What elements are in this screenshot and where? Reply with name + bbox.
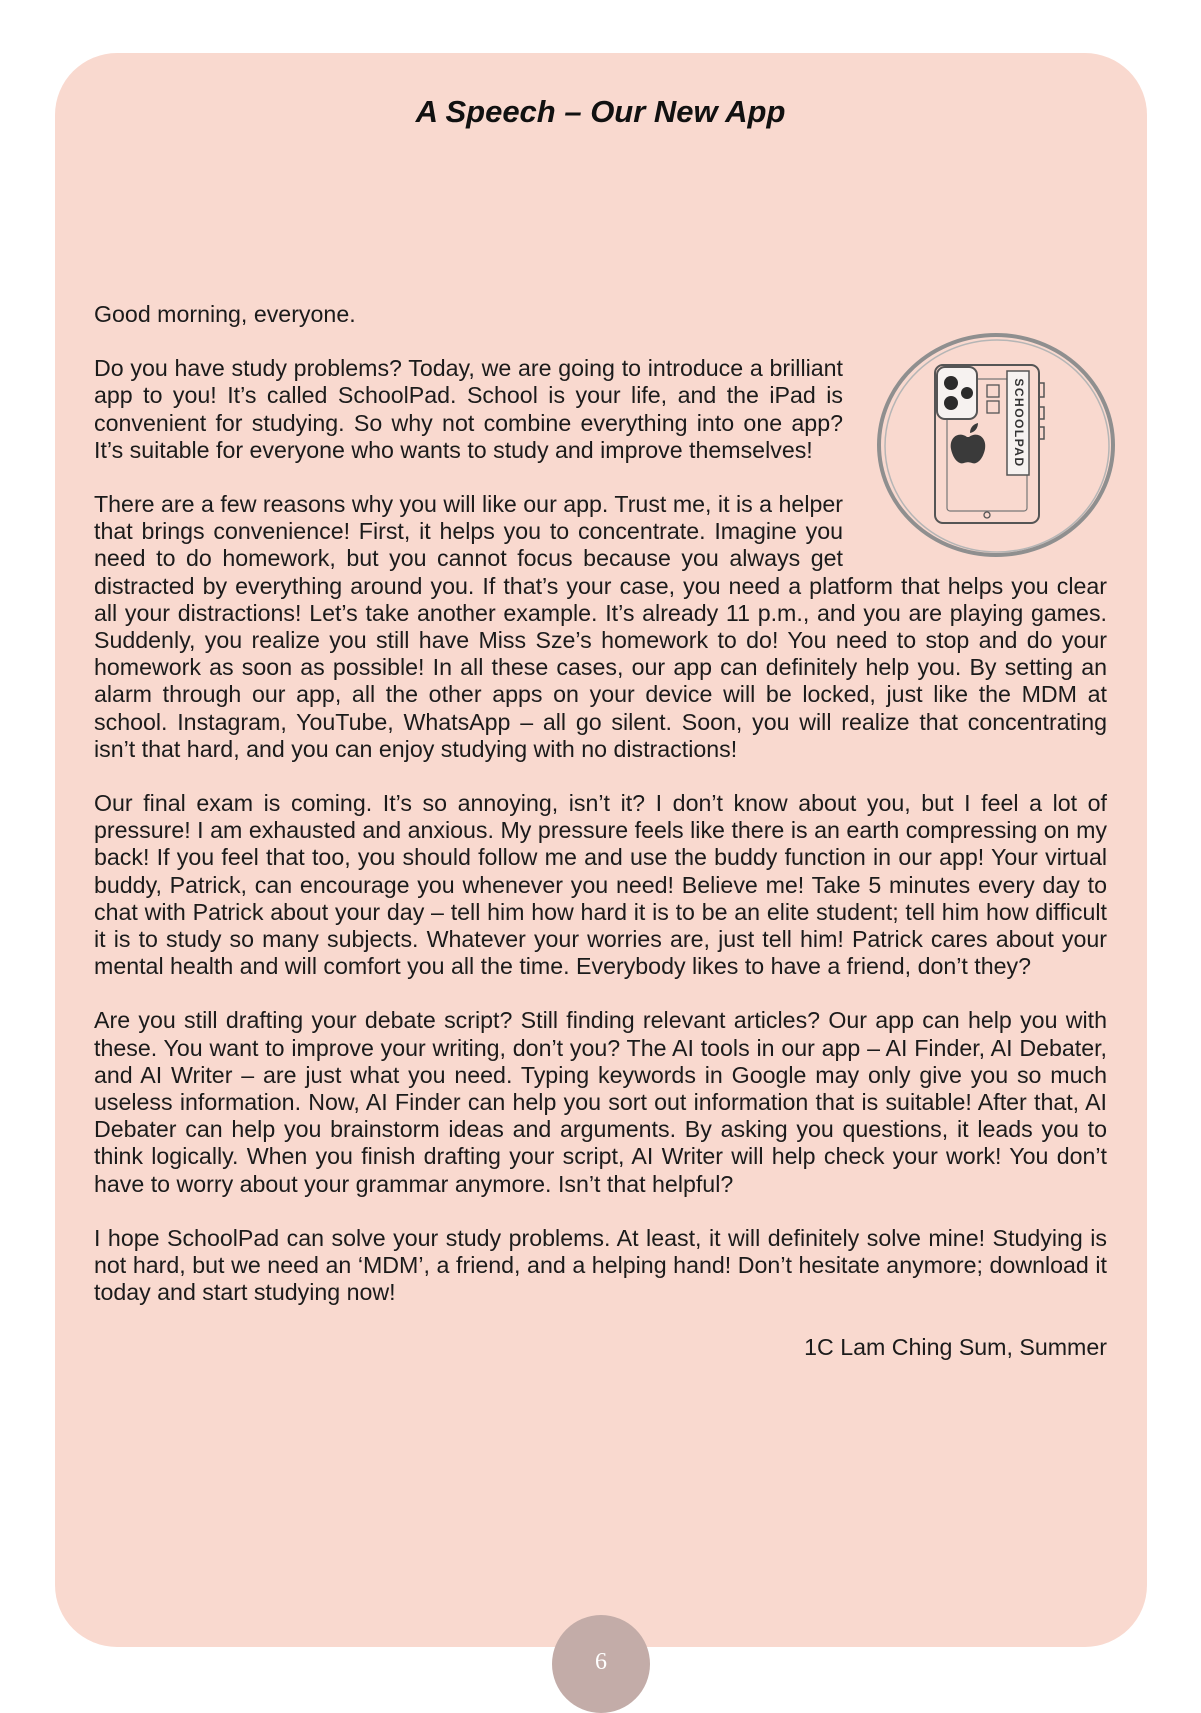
closing-paragraph: I hope SchoolPad can solve your study problems. At least, it will definitely solve mine! Studying is not hard, but we need an ‘MDM’, a friend, and a helping hand! Don’t hesitate anymore; download it today and start studying now! xyxy=(94,1224,1107,1306)
schoolpad-illustration xyxy=(865,333,1127,563)
buddy-paragraph: Our final exam is coming. It’s so annoying, isn’t it? I don’t know about you, but I feel a lot of pressure! I am exhausted and anxious. My pressure feels like there is an earth compressing on my back! If you feel that too, you should follow me and use the buddy function in our app! Your virtual buddy, Patrick, can encourage you whenever you need! Believe me! Take 5 minutes every day to chat with Patrick about your day – tell him how hard it is to be an elite student; tell him how difficult it is to study so many subjects. Whatever your worries are, just tell him! Patrick cares about your mental health and will comfort you all the time. Everybody likes to have a friend, don’t they? xyxy=(94,790,1107,980)
ai-tools-paragraph: Are you still drafting your debate script? Still finding relevant articles? Our app can help you with these. You want to improve your writing, don’t you? The AI tools in our app – AI Finder, AI Debater, and AI Writer – are just what you need. Typing keywords in Google may only give you so much useless information. Now, AI Finder can help you sort out information that is suitable! After that, AI Debater can help you brainstorm ideas and arguments. By asking you questions, it leads you to think logically. When you finish drafting your script, AI Writer will help check your work! You don’t have to worry about your grammar anymore. Isn’t that helpful? xyxy=(94,1007,1107,1197)
greeting-paragraph: Good morning, everyone. xyxy=(94,301,356,327)
concentration-paragraph: There are a few reasons why you will like our app. Trust me, it is a helper that brings convenience! First, it helps you to concentrate. Imagine you need to do homework, but you cannot focus because you always get distracted by everything around you. If that’s your case, you need a platform that helps you clear all your distractions! Let’s take another example. It’s already 11 p.m., and you are playing games. Suddenly, you realize you still have Miss Sze’s homework to do! You need to stop and do your homework as soon as possible! In all these cases, our app can definitely help you. By setting an alarm through our app, all the other apps on your device will be locked, just like the MDM at school. Instagram, YouTube, WhatsApp – all go silent. Soon, you will realize that concentrating isn’t that hard, and you can enjoy studying with no distractions! xyxy=(94,491,1107,762)
page-number: 6 xyxy=(552,1615,650,1713)
schoolpad-ipad-drawing-icon xyxy=(865,333,1127,563)
schoolpad-label: SCHOOLPAD xyxy=(1011,378,1026,468)
intro-paragraph: Do you have study problems? Today, we are going to introduce a brilliant app to you! It’s called SchoolPad. School is your life, and the iPad is convenient for studying. So why not combine everything into one app? It’s suitable for everyone who wants to study and improve themselves! xyxy=(94,355,843,463)
speech-body xyxy=(94,301,1107,1388)
page-title: A Speech – Our New App xyxy=(415,94,786,129)
author-signature: 1C Lam Ching Sum, Summer xyxy=(804,1333,1107,1360)
